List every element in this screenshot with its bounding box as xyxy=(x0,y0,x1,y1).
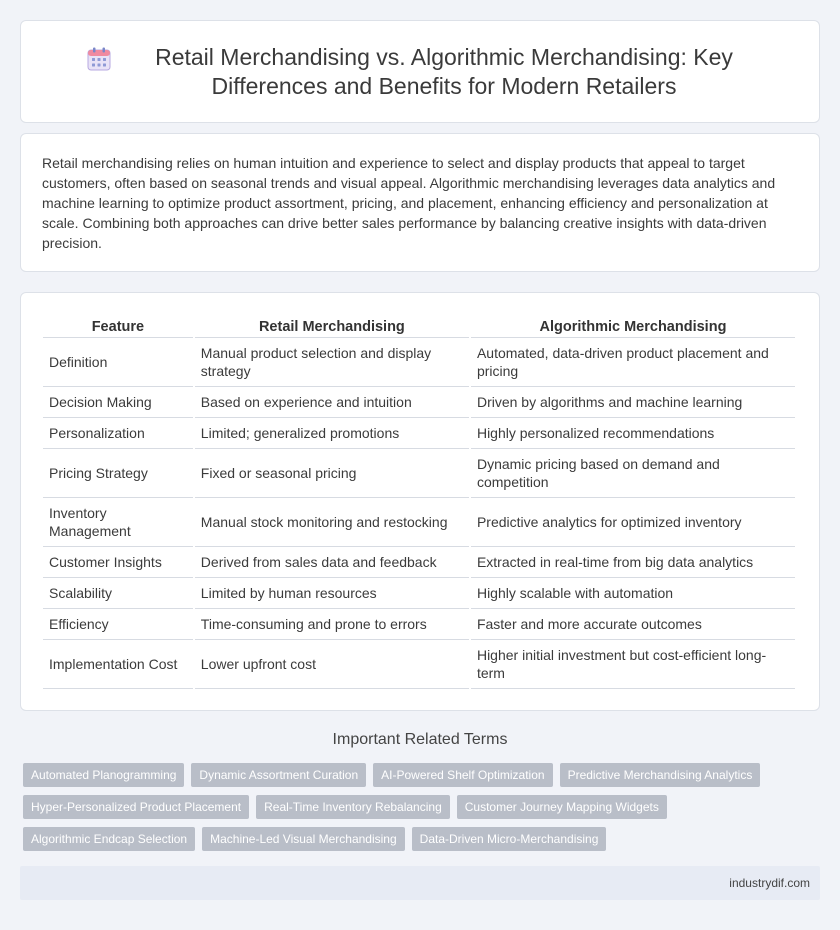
feature-cell: Customer Insights xyxy=(43,547,193,578)
retail-cell: Time-consuming and prone to errors xyxy=(195,609,469,640)
footer-site[interactable]: industrydif.com xyxy=(729,876,810,890)
header-algorithmic: Algorithmic Merchandising xyxy=(471,311,795,338)
algorithmic-cell: Higher initial investment but cost-efficient long-term xyxy=(471,640,795,689)
retail-cell: Based on experience and intuition xyxy=(195,387,469,418)
header-feature: Feature xyxy=(43,311,193,338)
table-row xyxy=(43,578,795,609)
related-term-tag[interactable]: Machine-Led Visual Merchandising xyxy=(202,827,405,851)
retail-cell: Fixed or seasonal pricing xyxy=(195,449,469,498)
related-term-tag[interactable]: AI-Powered Shelf Optimization xyxy=(373,763,552,787)
feature-cell: Scalability xyxy=(43,578,193,609)
table-row xyxy=(43,418,795,449)
related-term-tag[interactable]: Automated Planogramming xyxy=(23,763,184,787)
comparison-table xyxy=(41,311,797,689)
feature-cell: Definition xyxy=(43,338,193,387)
title-wrap xyxy=(86,43,754,101)
algorithmic-cell: Automated, data-driven product placement and pricing xyxy=(471,338,795,387)
table-row xyxy=(43,547,795,578)
table-row xyxy=(43,609,795,640)
related-term-tag[interactable]: Dynamic Assortment Curation xyxy=(191,763,366,787)
algorithmic-cell: Driven by algorithms and machine learning xyxy=(471,387,795,418)
footer xyxy=(20,866,820,900)
table-row xyxy=(43,498,795,547)
intro-paragraph: Retail merchandising relies on human intuition and experience to select and display products that appeal to target customers, often based on seasonal trends and visual appeal. Algorithmic merchandising leverages data analytics and machine learning to optimize product assortment, pricing, and placement, enhancing efficiency and personalization at scale. Combining both approaches can drive better sales performance by balancing creative insights with data-driven precision. xyxy=(42,155,776,251)
table-row xyxy=(43,640,795,689)
table-header-row xyxy=(43,311,795,338)
algorithmic-cell: Extracted in real-time from big data analytics xyxy=(471,547,795,578)
retail-cell: Limited by human resources xyxy=(195,578,469,609)
title-card xyxy=(20,20,820,123)
intro-card xyxy=(20,133,820,272)
tag-row xyxy=(23,763,803,787)
retail-cell: Derived from sales data and feedback xyxy=(195,547,469,578)
related-term-tag[interactable]: Hyper-Personalized Product Placement xyxy=(23,795,249,819)
related-term-tag[interactable]: Real-Time Inventory Rebalancing xyxy=(256,795,450,819)
page-title: Retail Merchandising vs. Algorithmic Merchandising: Key Differences and Benefits for Modern Retailers xyxy=(155,43,733,99)
retail-cell: Lower upfront cost xyxy=(195,640,469,689)
related-terms-list xyxy=(23,763,803,859)
algorithmic-cell: Faster and more accurate outcomes xyxy=(471,609,795,640)
tag-row xyxy=(23,795,803,819)
related-term-tag[interactable]: Algorithmic Endcap Selection xyxy=(23,827,195,851)
retail-cell: Manual product selection and display strategy xyxy=(195,338,469,387)
feature-cell: Personalization xyxy=(43,418,193,449)
table-row xyxy=(43,449,795,498)
algorithmic-cell: Highly personalized recommendations xyxy=(471,418,795,449)
feature-cell: Decision Making xyxy=(43,387,193,418)
feature-cell: Inventory Management xyxy=(43,498,193,547)
feature-cell: Implementation Cost xyxy=(43,640,193,689)
related-term-tag[interactable]: Data-Driven Micro-Merchandising xyxy=(412,827,607,851)
algorithmic-cell: Dynamic pricing based on demand and competition xyxy=(471,449,795,498)
table-row xyxy=(43,387,795,418)
related-terms-title: Important Related Terms xyxy=(332,731,508,748)
header-retail: Retail Merchandising xyxy=(195,311,469,338)
feature-cell: Efficiency xyxy=(43,609,193,640)
related-term-tag[interactable]: Predictive Merchandising Analytics xyxy=(560,763,761,787)
calendar-icon xyxy=(86,46,112,72)
feature-cell: Pricing Strategy xyxy=(43,449,193,498)
retail-cell: Limited; generalized promotions xyxy=(195,418,469,449)
algorithmic-cell: Predictive analytics for optimized inventory xyxy=(471,498,795,547)
table-row xyxy=(43,338,795,387)
tag-row xyxy=(23,827,803,851)
related-term-tag[interactable]: Customer Journey Mapping Widgets xyxy=(457,795,667,819)
retail-cell: Manual stock monitoring and restocking xyxy=(195,498,469,547)
algorithmic-cell: Highly scalable with automation xyxy=(471,578,795,609)
comparison-card xyxy=(20,292,820,711)
